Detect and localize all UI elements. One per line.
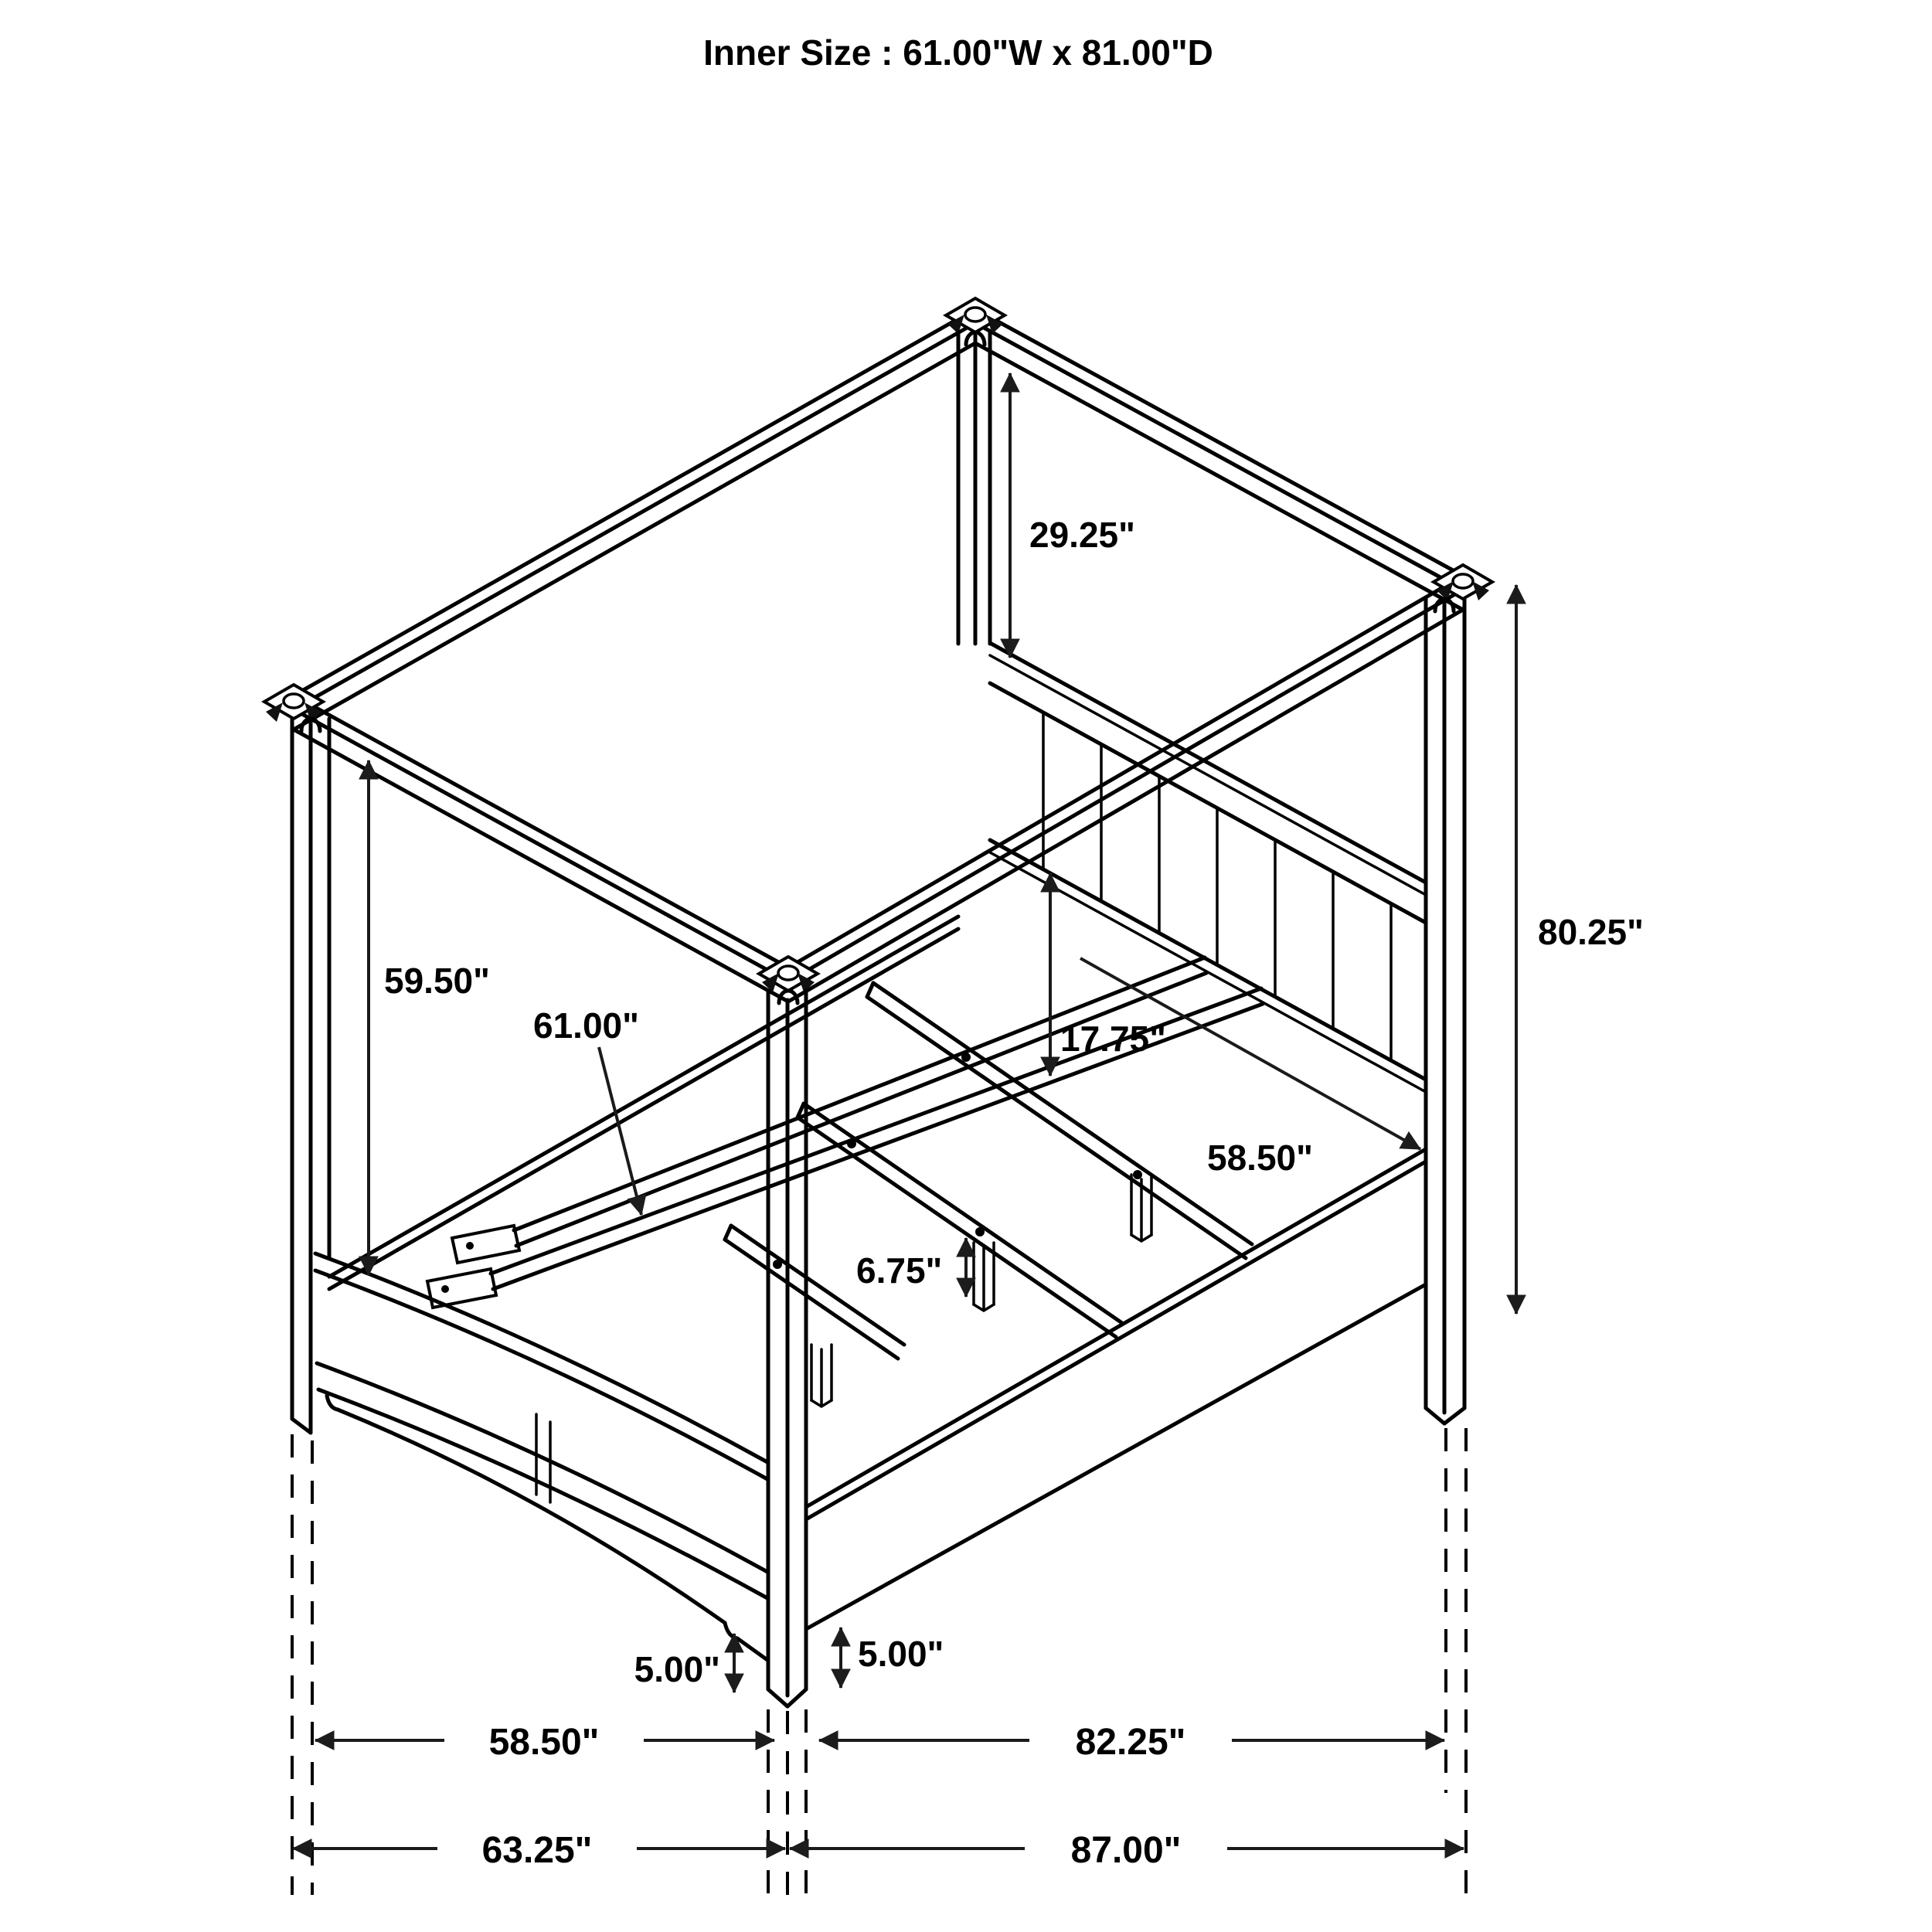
dim-87-00-label: 87.00"	[1070, 1830, 1182, 1871]
dim-82-25-label: 82.25"	[1075, 1722, 1186, 1763]
dim-5-00-left-label: 5.00"	[634, 1649, 720, 1689]
dim-61-00-label: 61.00"	[533, 1005, 639, 1046]
dim-6-75-label: 6.75"	[856, 1250, 943, 1291]
front-side-rail	[806, 1149, 1426, 1629]
dim-5-00-right-label: 5.00"	[858, 1634, 944, 1674]
footboard	[315, 1253, 767, 1660]
right-post	[1426, 599, 1464, 1423]
dim-17-75-label: 17.75"	[1060, 1019, 1166, 1059]
dim-80-25-label: 80.25"	[1538, 912, 1644, 952]
left-post	[292, 719, 329, 1433]
dim-63-25-label: 63.25"	[481, 1830, 593, 1871]
rear-post	[958, 332, 990, 644]
canopy-corner-brackets	[264, 298, 1492, 992]
front-post	[768, 991, 806, 1706]
dimension-annotations	[293, 373, 1516, 1849]
slat-system	[725, 983, 1252, 1406]
slat-front	[725, 1226, 904, 1359]
canopy-frame	[294, 309, 1463, 1002]
dim-59-50-label: 59.50"	[384, 961, 490, 1001]
page-title: Inner Size : 61.00"W x 81.00"D	[703, 32, 1213, 73]
slat-leg	[811, 1345, 832, 1406]
dim-29-25-label: 29.25"	[1029, 515, 1135, 555]
dim-58-50-bottom-label: 58.50"	[488, 1722, 600, 1763]
dim-58-50-headboard-label: 58.50"	[1207, 1138, 1313, 1178]
slat-leg	[1131, 1175, 1151, 1241]
slat-rear	[867, 983, 1252, 1258]
